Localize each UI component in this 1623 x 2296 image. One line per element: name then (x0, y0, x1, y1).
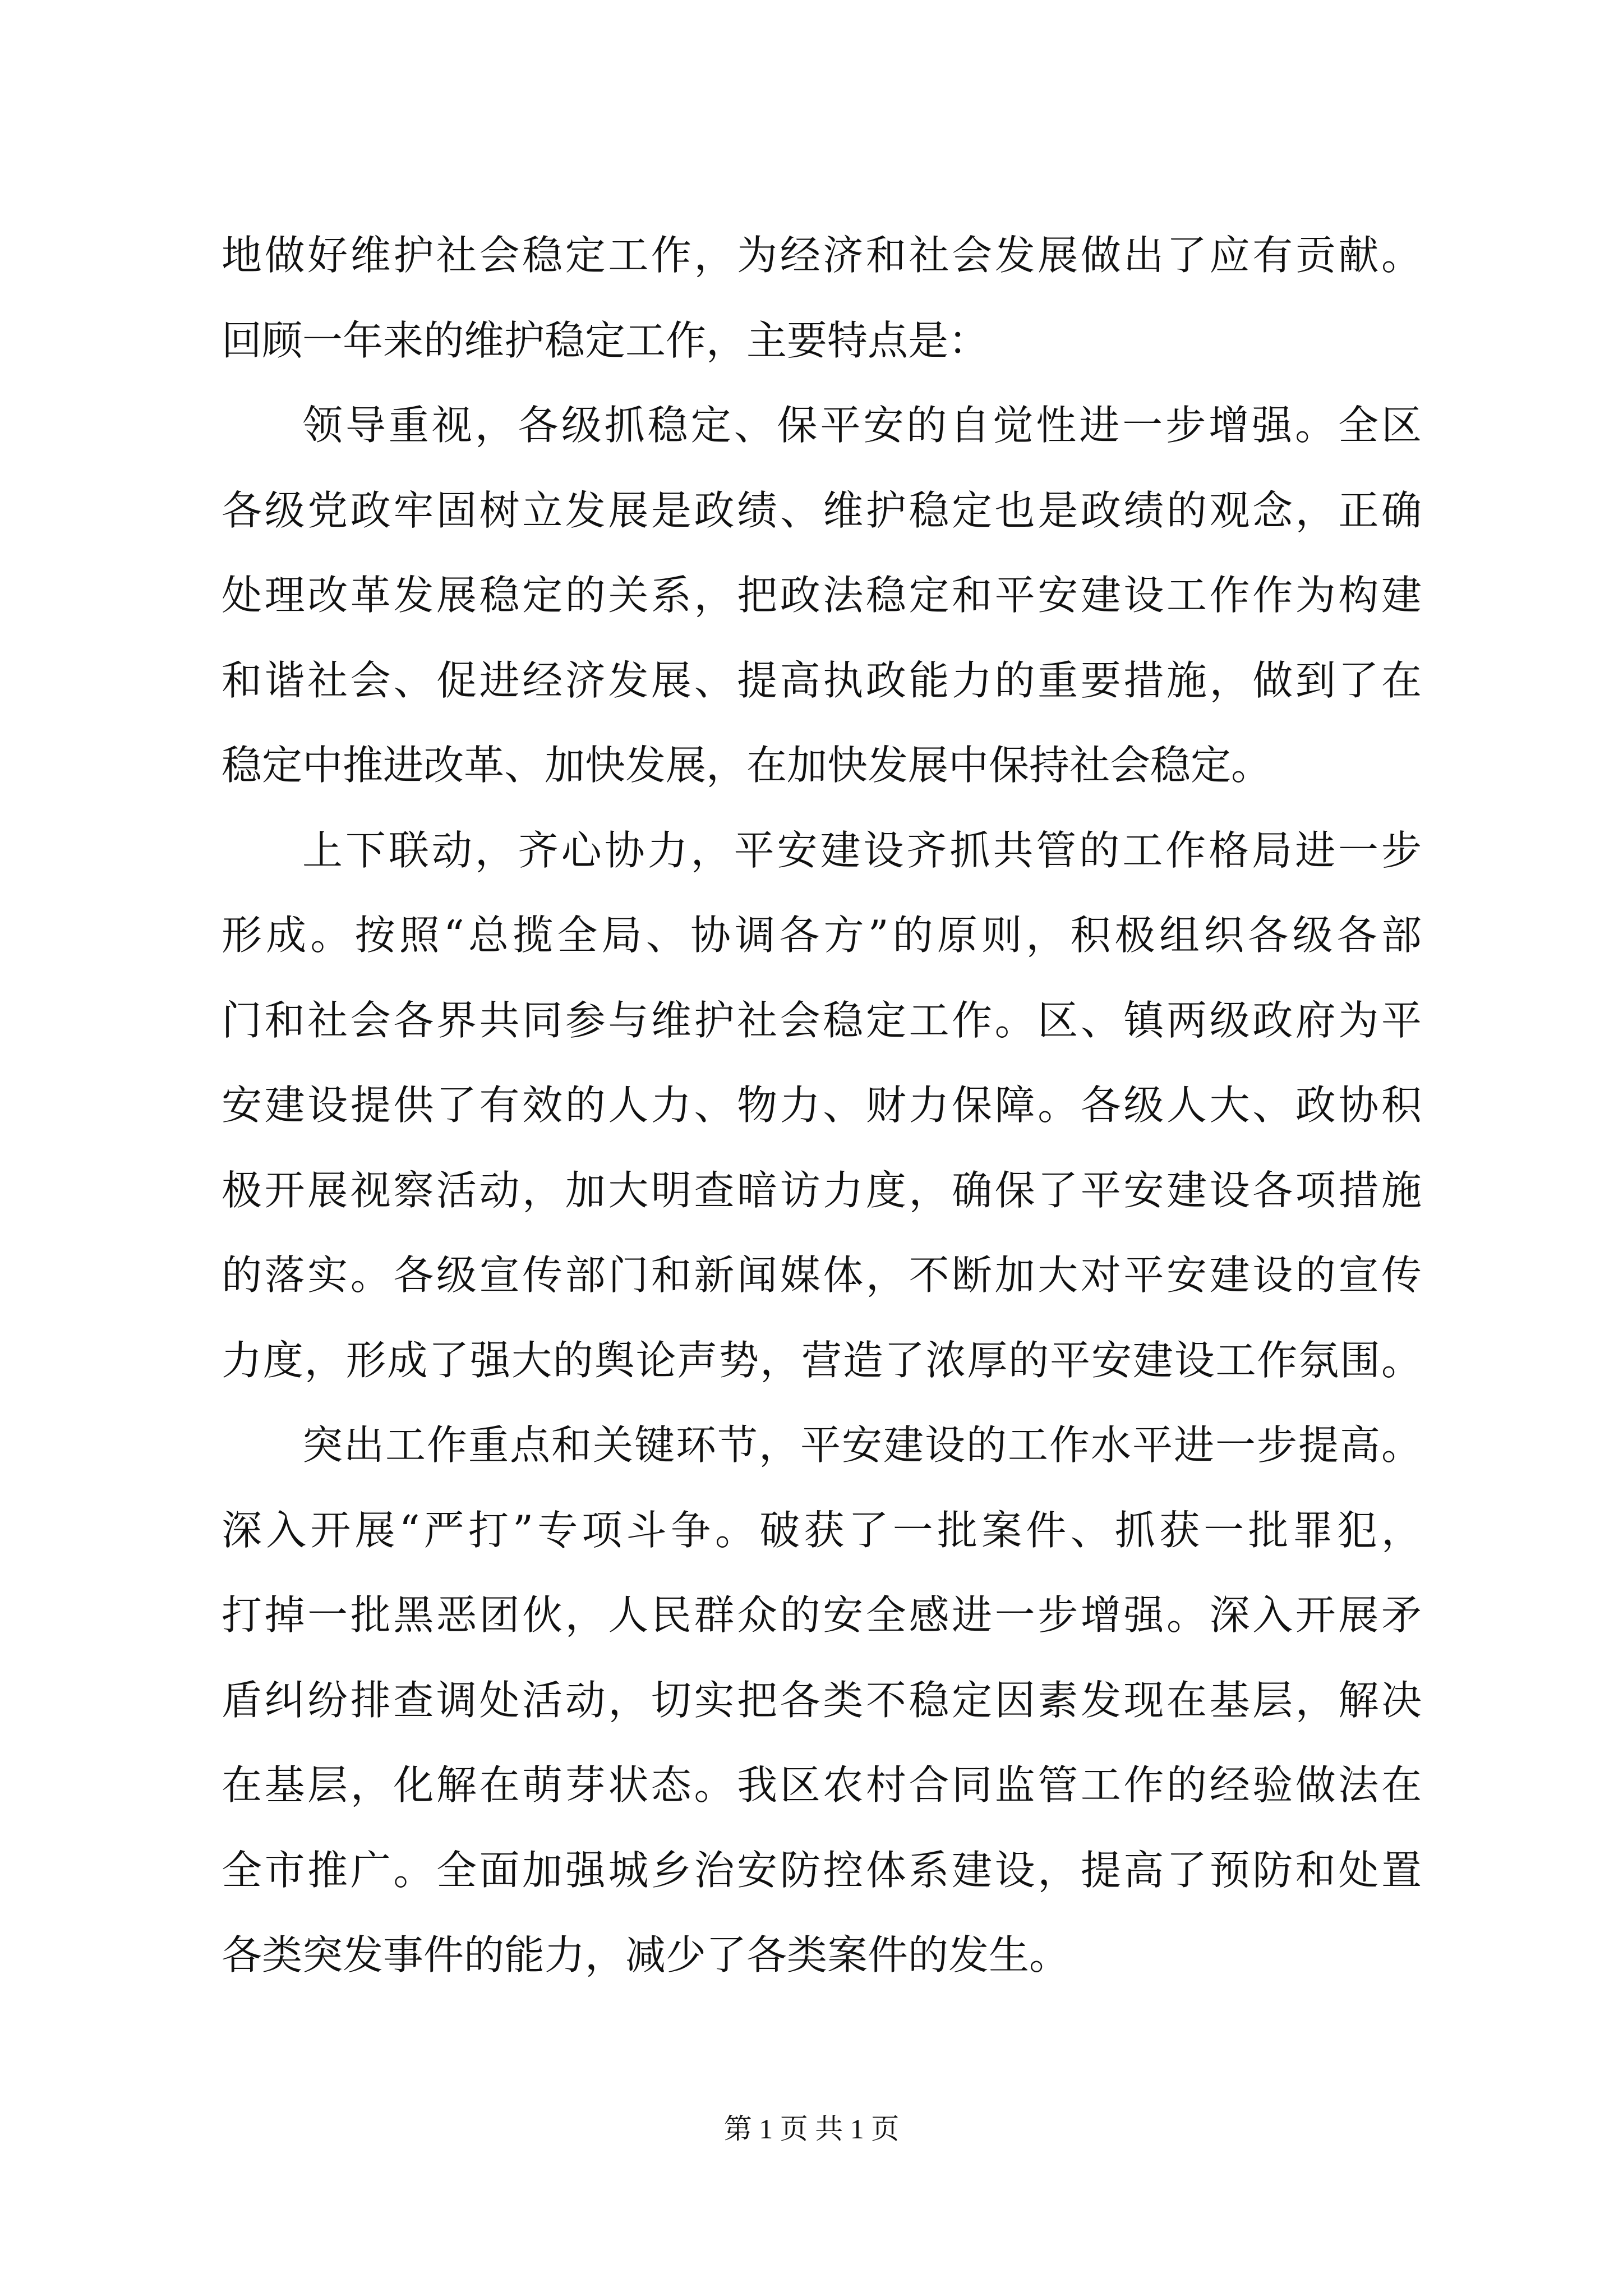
text-line: 安建设提供了有效的人力、物力、财力保障。各级人大、政协积 (222, 1082, 1422, 1129)
text-line: 各类突发事件的能力，减少了各类案件的发生。 (222, 1931, 1070, 1978)
text-line: 全市推广。全面加强城乡治安防控体系建设，提高了预防和处置 (222, 1846, 1422, 1894)
text-line: 各级党政牢固树立发展是政绩、维护稳定也是政绩的观念，正确 (222, 486, 1422, 534)
text-line: 极开展视察活动，加大明查暗访力度，确保了平安建设各项措施 (222, 1166, 1422, 1214)
text-line: 门和社会各界共同参与维护社会稳定工作。区、镇两级政府为平 (222, 996, 1422, 1044)
text-line: 打掉一批黑恶团伙，人民群众的安全感进一步增强。深入开展矛 (222, 1591, 1422, 1639)
text-line: 盾纠纷排查调处活动，切实把各类不稳定因素发现在基层，解决 (222, 1676, 1422, 1724)
text-line: 力度，形成了强大的舆论声势，营造了浓厚的平安建设工作氛围。 (222, 1336, 1422, 1384)
page-number-footer: 第 1 页 共 1 页 (723, 2113, 900, 2145)
text-line: 的落实。各级宣传部门和新闻媒体，不断加大对平安建设的宣传 (222, 1251, 1422, 1299)
text-line: 回顾一年来的维护稳定工作，主要特点是： (222, 316, 989, 364)
text-line: 地做好维护社会稳定工作，为经济和社会发展做出了应有贡献。 (222, 232, 1422, 279)
text-line: 深入开展“严打”专项斗争。破获了一批案件、抓获一批罪犯， (222, 1506, 1422, 1554)
text-line: 在基层，化解在萌芽状态。我区农村合同监管工作的经验做法在 (222, 1761, 1422, 1809)
text-line: 和谐社会、促进经济发展、提高执政能力的重要措施，做到了在 (222, 656, 1422, 704)
text-line: 处理改革发展稳定的关系，把政法稳定和平安建设工作作为构建 (222, 572, 1422, 619)
text-line: 稳定中推进改革、加快发展，在加快发展中保持社会稳定。 (222, 742, 1272, 789)
paragraph-first-line: 突出工作重点和关键环节，平安建设的工作水平进一步提高。 (302, 1421, 1422, 1469)
document-body (222, 213, 1422, 1998)
paragraph-first-line: 领导重视，各级抓稳定、保平安的自觉性进一步增强。全区 (302, 402, 1422, 449)
paragraph-first-line: 上下联动，齐心协力，平安建设齐抓共管的工作格局进一步 (302, 826, 1422, 874)
text-line: 形成。按照“总揽全局、协调各方”的原则，积极组织各级各部 (222, 912, 1422, 959)
